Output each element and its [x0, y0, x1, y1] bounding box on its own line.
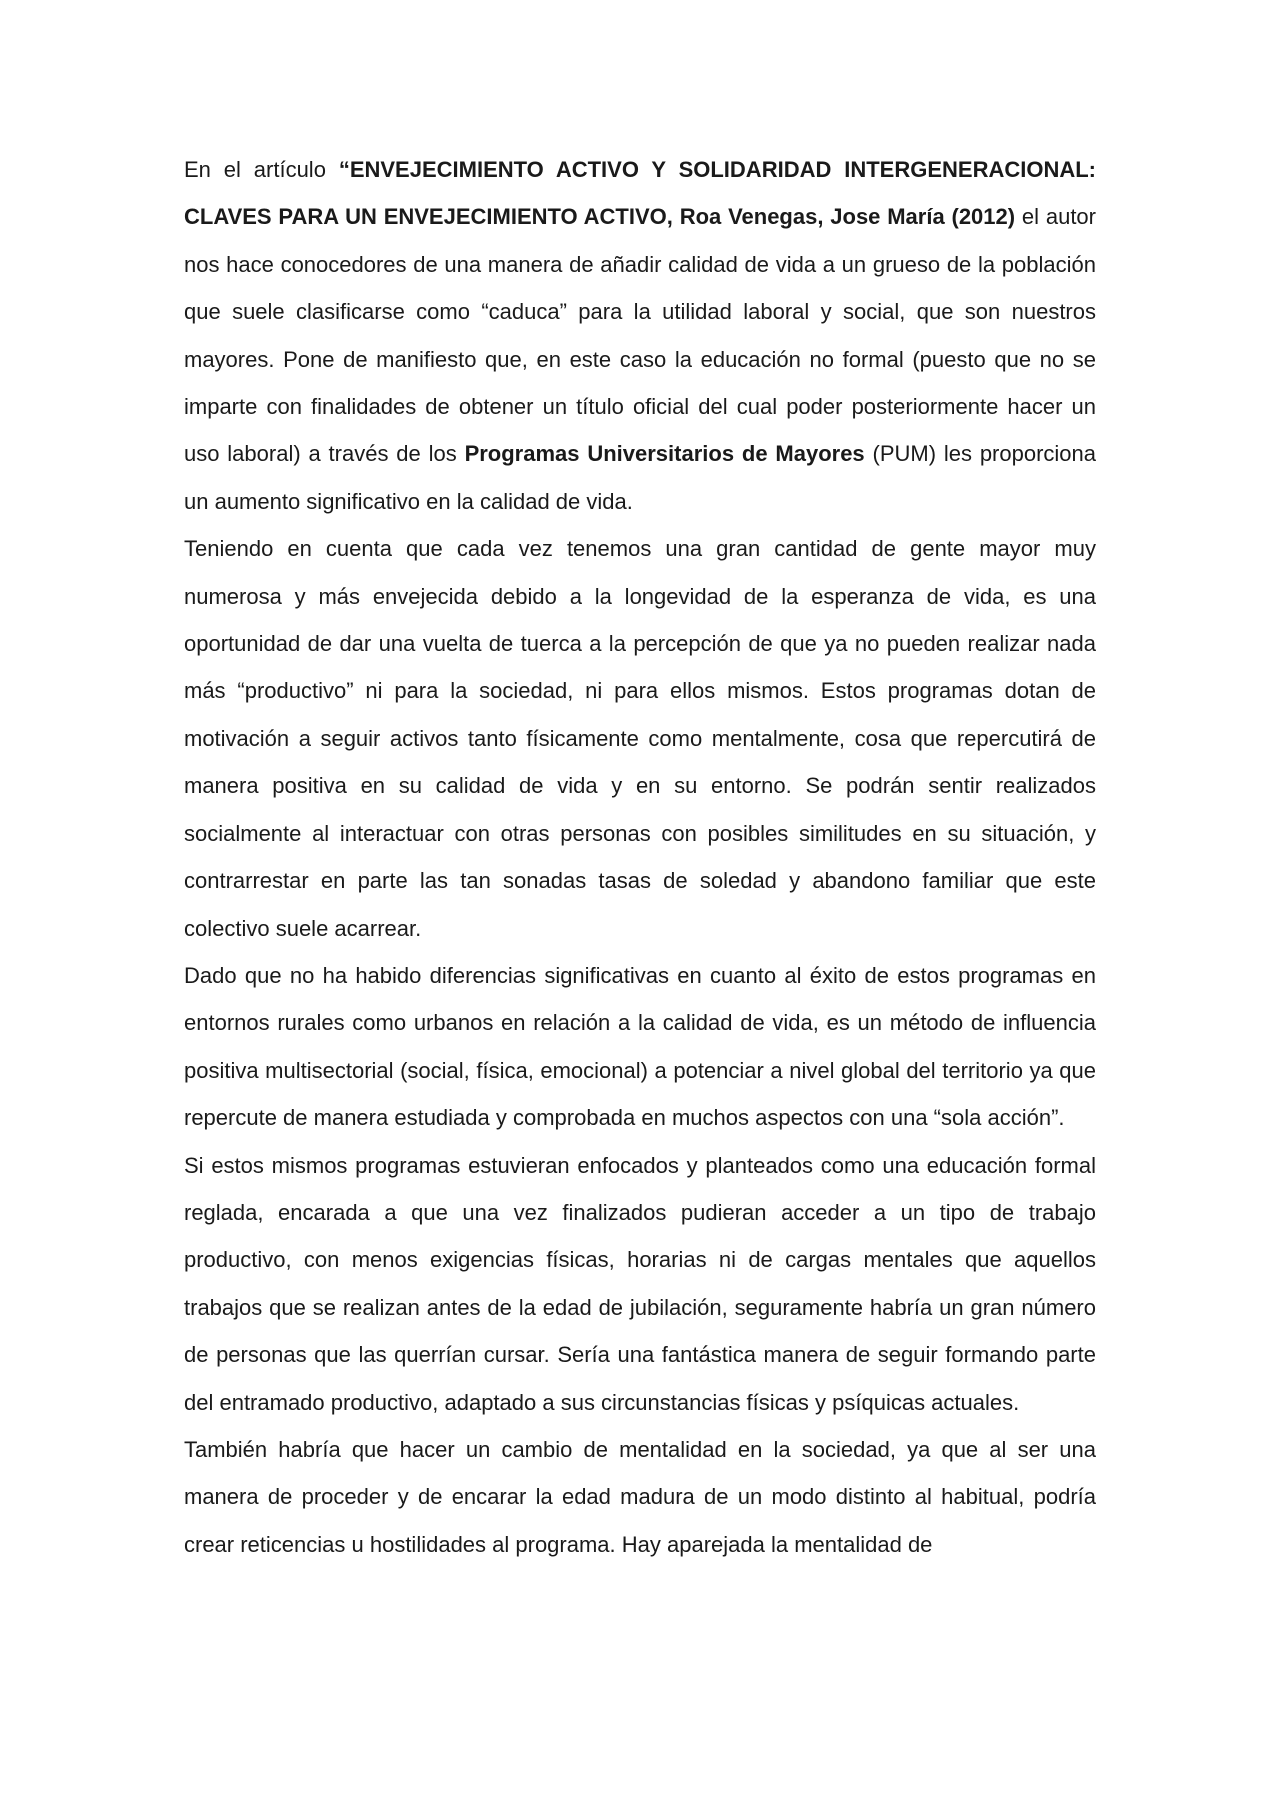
- program-name: Programas Universitarios de Mayores: [464, 441, 865, 467]
- text-run: el autor nos hace conocedores de una manera de añadir calidad de vida a un grueso de la población que suele clasificarse como “caduca” para la utilidad laboral y social, que son nuestros mayores. Pone de manifiesto que, en este caso la educación no formal (puesto que no se imparte con finalidades de obtener un título oficial del cual poder posteriormente hacer un uso laboral) a través de los: [184, 204, 1096, 467]
- text-run: También habría que hacer un cambio de mentalidad en la sociedad, ya que al ser una manera de proceder y de encarar la edad madura de un modo distinto al habitual, podría crear reticencias u hostilidades al programa. Hay aparejada la mentalidad de: [184, 1436, 1096, 1557]
- paragraph-formal-education: [184, 1142, 1096, 1426]
- text-run: (PUM) les proporciona un aumento significativo en la calidad de vida.: [184, 441, 1097, 514]
- document-body: [184, 146, 1096, 1568]
- article-citation: “ENVEJECIMIENTO ACTIVO Y SOLIDARIDAD INTERGENERACIONAL: CLAVES PARA UN ENVEJECIMIENTO ACTIVO, Roa Venegas, Jose María (2012): [184, 157, 1097, 230]
- paragraph-mentality: [184, 1426, 1096, 1568]
- paragraph-population: [184, 525, 1096, 952]
- text-run: En el artículo: [184, 157, 339, 182]
- text-run: Teniendo en cuenta que cada vez tenemos una gran cantidad de gente mayor muy numerosa y más envejecida debido a la longevidad de la esperanza de vida, es una oportunidad de dar una vuelta de tuerca a la percepción de que ya no pueden realizar nada más “productivo” ni para la sociedad, ni para ellos mismos. Estos programas dotan de motivación a seguir activos tanto físicamente como mentalmente, cosa que repercutirá de manera positiva en su calidad de vida y en su entorno. Se podrán sentir realizados socialmente al interactuar con otras personas con posibles similitudes en su situación, y contrarrestar en parte las tan sonadas tasas de soledad y abandono familiar que este colectivo suele acarrear.: [184, 536, 1096, 941]
- paragraph-intro: [184, 146, 1096, 525]
- text-run: Si estos mismos programas estuvieran enfocados y planteados como una educación formal reglada, encarada a que una vez finalizados pudieran acceder a un tipo de trabajo productivo, con menos exigencias físicas, horarias ni de cargas mentales que aquellos trabajos que se realizan antes de la edad de jubilación, seguramente habría un gran número de personas que las querrían cursar. Sería una fantástica manera de seguir formando parte del entramado productivo, adaptado a sus circunstancias físicas y psíquicas actuales.: [184, 1152, 1096, 1415]
- text-run: Dado que no ha habido diferencias significativas en cuanto al éxito de estos programas en entornos rurales como urbanos en relación a la calidad de vida, es un método de influencia positiva multisectorial (social, física, emocional) a potenciar a nivel global del territorio ya que repercute de manera estudiada y comprobada en muchos aspectos con una “sola acción”.: [184, 962, 1096, 1131]
- paragraph-rural-urban: [184, 952, 1096, 1142]
